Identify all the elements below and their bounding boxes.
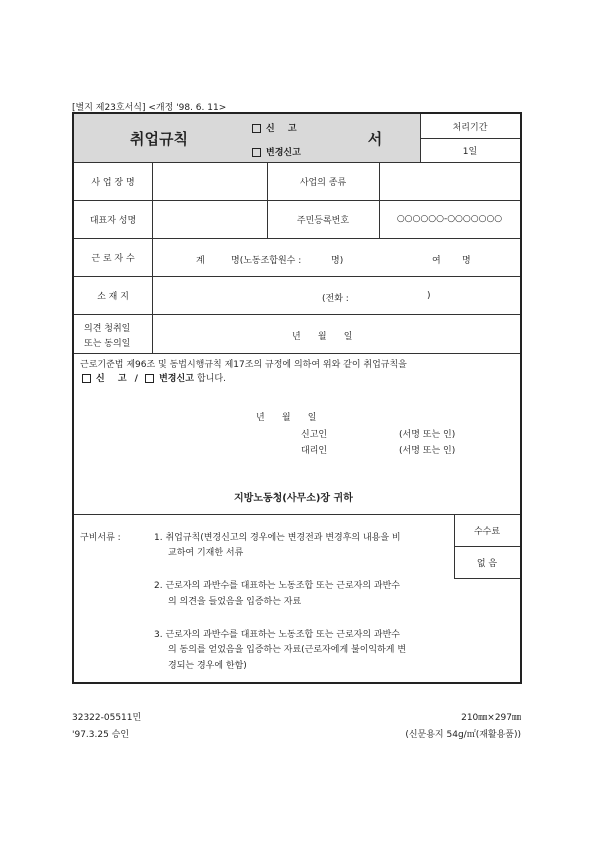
title-suffix: 서 [367, 129, 383, 148]
form-title: 취업규칙 [130, 129, 188, 148]
opinion-label-1: 의견 청취일 [84, 324, 131, 334]
agent-sign: (서명 또는 인) [399, 446, 456, 456]
documents-label: 구비서류 : [80, 533, 121, 543]
address-phone-close: ) [427, 291, 431, 301]
footer-paper: (신문용지 54g/㎡(재활용품)) [405, 730, 521, 740]
checkbox-icon[interactable] [252, 124, 261, 133]
workers-female-unit: 명 [462, 256, 471, 266]
business-type-label: 사업의 종류 [299, 177, 347, 188]
business-type-field[interactable] [379, 162, 520, 200]
footer-size: 210㎜×297㎜ [461, 713, 521, 723]
workers-total: 계 [196, 256, 205, 266]
document-item: 1. 취업규칙(변경신고의 경우에는 변경전과 변경후의 내용을 비 [154, 533, 401, 543]
agent-label: 대리인 [301, 446, 328, 456]
workers-label: 근 로 자 수 [91, 253, 135, 264]
document-item: 경되는 경우에 한함) [168, 661, 247, 671]
resident-no-field[interactable]: ○○○○○○-○○○○○○○ [396, 214, 503, 224]
business-name-field[interactable] [152, 162, 267, 200]
checkbox-icon[interactable] [252, 148, 261, 157]
document-item: 의 동의를 얻었음을 입증하는 자료(근로자에게 불이익하게 변 [168, 645, 407, 655]
opinion-label-2: 또는 동의일 [84, 339, 131, 349]
fee-value: 없 음 [476, 558, 498, 569]
business-name-label: 사 업 장 명 [91, 177, 135, 188]
processing-value: 1일 [462, 146, 478, 157]
workers-female: 여 [432, 256, 441, 266]
applicant-sign: (서명 또는 인) [399, 430, 456, 440]
rep-name-label: 대표자 성명 [89, 215, 137, 226]
workers-union-unit: 명) [331, 256, 344, 266]
resident-no-label: 주민등록번호 [296, 215, 350, 226]
form-reference: [별지 제23호서식] <개정 '98. 6. 11> [72, 103, 227, 113]
statement-line: 근로기준법 제96조 및 동법시행규칙 제17조의 규정에 의하여 위와 같이 취업규칙을 [80, 360, 407, 370]
address-label: 소 재 지 [97, 291, 129, 302]
applicant-label: 신고인 [301, 430, 328, 440]
document-item: 의 의견을 들었음을 입증하는 자료 [168, 597, 302, 607]
footer-approved: '97.3.25 승인 [72, 730, 130, 740]
checkbox-icon[interactable] [82, 374, 91, 383]
processing-label: 처리기간 [452, 122, 488, 133]
document-item: 3. 근로자의 과반수를 대표하는 노동조합 또는 근로자의 과반수 [154, 630, 400, 640]
addressee: 지방노동청(사무소)장 귀하 [234, 493, 353, 504]
opinion-date: 년 월 일 [292, 332, 353, 342]
document-item: 교하여 기재한 서류 [168, 548, 244, 558]
title-option-report[interactable]: 신 고 [252, 121, 302, 134]
address-phone: (전화 : [322, 294, 349, 304]
rep-name-field[interactable] [152, 200, 267, 238]
footer-code: 32322-05511민 [72, 713, 142, 723]
statement-date: 년 월 일 [256, 413, 317, 423]
document-item: 2. 근로자의 과반수를 대표하는 노동조합 또는 근로자의 과반수 [154, 581, 400, 591]
fee-label: 수수료 [473, 526, 501, 537]
workers-union: 명(노동조합원수 : [231, 256, 302, 266]
checkbox-icon[interactable] [145, 374, 154, 383]
statement-options[interactable]: 신 고 / 변경신고 합니다. [82, 371, 226, 384]
title-option-change[interactable]: 변경신고 [252, 145, 301, 158]
